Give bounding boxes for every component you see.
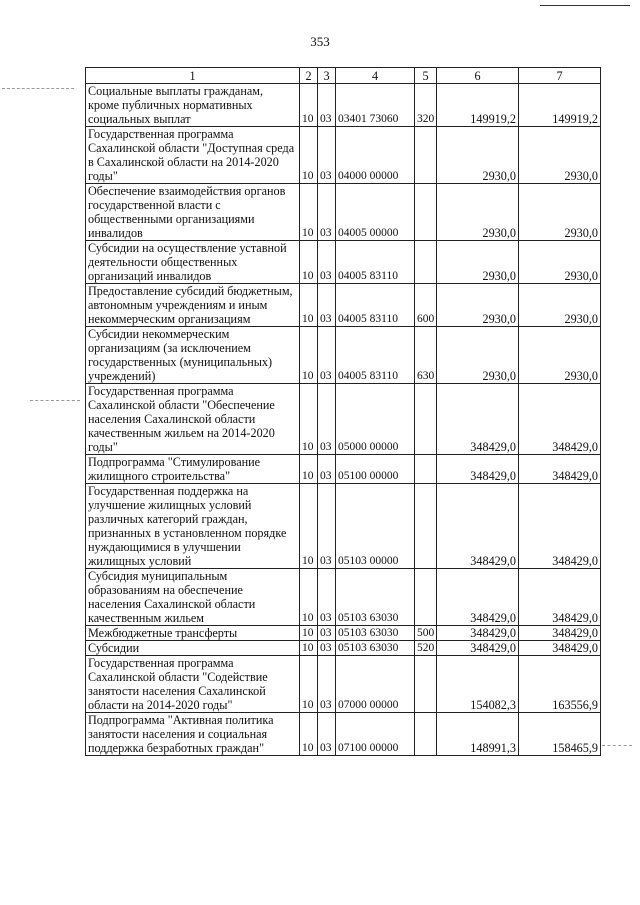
cell-vr xyxy=(415,484,437,569)
cell-csr: 04005 83110 xyxy=(336,327,415,384)
cell-sum7: 2930,0 xyxy=(519,327,601,384)
cell-rz: 10 xyxy=(300,641,318,656)
cell-sum7: 348429,0 xyxy=(519,455,601,484)
cell-sum7: 2930,0 xyxy=(519,241,601,284)
cell-sum6: 348429,0 xyxy=(437,626,519,641)
col-header-5: 5 xyxy=(415,68,437,84)
cell-pr: 03 xyxy=(318,384,336,455)
cell-name: Межбюджетные трансферты xyxy=(86,626,300,641)
table-row xyxy=(86,484,601,569)
scan-artifact xyxy=(30,400,80,401)
table-row xyxy=(86,127,601,184)
cell-sum7: 2930,0 xyxy=(519,127,601,184)
scan-artifact xyxy=(2,88,74,89)
table-row xyxy=(86,713,601,756)
cell-csr: 05103 00000 xyxy=(336,484,415,569)
cell-sum7: 163556,9 xyxy=(519,656,601,713)
cell-rz: 10 xyxy=(300,569,318,626)
cell-sum7: 149919,2 xyxy=(519,84,601,127)
cell-sum6: 2930,0 xyxy=(437,127,519,184)
table-row xyxy=(86,656,601,713)
cell-vr xyxy=(415,384,437,455)
cell-name: Субсидии xyxy=(86,641,300,656)
table-row xyxy=(86,284,601,327)
table-row xyxy=(86,184,601,241)
table-row xyxy=(86,455,601,484)
table-row xyxy=(86,327,601,384)
cell-name: Предоставление субсидий бюджетным, автономным учреждениям и иным некоммерческим организациям xyxy=(86,284,300,327)
cell-rz: 10 xyxy=(300,241,318,284)
budget-table xyxy=(85,67,601,756)
cell-sum6: 154082,3 xyxy=(437,656,519,713)
cell-sum6: 2930,0 xyxy=(437,241,519,284)
table-row xyxy=(86,569,601,626)
cell-pr: 03 xyxy=(318,713,336,756)
table-row xyxy=(86,384,601,455)
col-header-4: 4 xyxy=(336,68,415,84)
cell-name: Субсидия муниципальным образованиям на обеспечение населения Сахалинской области качественным жильем xyxy=(86,569,300,626)
cell-vr xyxy=(415,656,437,713)
cell-sum7: 348429,0 xyxy=(519,484,601,569)
cell-csr: 07000 00000 xyxy=(336,656,415,713)
col-header-6: 6 xyxy=(437,68,519,84)
cell-pr: 03 xyxy=(318,184,336,241)
cell-sum6: 348429,0 xyxy=(437,455,519,484)
cell-sum6: 148991,3 xyxy=(437,713,519,756)
cell-vr xyxy=(415,569,437,626)
table-row xyxy=(86,241,601,284)
cell-rz: 10 xyxy=(300,384,318,455)
table-row xyxy=(86,84,601,127)
cell-rz: 10 xyxy=(300,656,318,713)
cell-pr: 03 xyxy=(318,656,336,713)
cell-sum6: 348429,0 xyxy=(437,384,519,455)
cell-csr: 05103 63030 xyxy=(336,641,415,656)
cell-vr: 520 xyxy=(415,641,437,656)
cell-csr: 04005 83110 xyxy=(336,284,415,327)
cell-sum7: 158465,9 xyxy=(519,713,601,756)
col-header-2: 2 xyxy=(300,68,318,84)
cell-csr: 03401 73060 xyxy=(336,84,415,127)
cell-vr xyxy=(415,184,437,241)
cell-pr: 03 xyxy=(318,455,336,484)
cell-sum7: 348429,0 xyxy=(519,626,601,641)
cell-pr: 03 xyxy=(318,327,336,384)
cell-vr xyxy=(415,713,437,756)
cell-sum7: 348429,0 xyxy=(519,384,601,455)
scan-artifact xyxy=(602,745,632,746)
col-header-7: 7 xyxy=(519,68,601,84)
cell-pr: 03 xyxy=(318,484,336,569)
col-header-1: 1 xyxy=(86,68,300,84)
cell-csr: 05103 63030 xyxy=(336,569,415,626)
cell-vr xyxy=(415,455,437,484)
cell-rz: 10 xyxy=(300,184,318,241)
cell-rz: 10 xyxy=(300,484,318,569)
cell-sum7: 2930,0 xyxy=(519,184,601,241)
cell-sum6: 149919,2 xyxy=(437,84,519,127)
cell-name: Субсидии некоммерческим организациям (за исключением государственных (муниципальных) учреждений) xyxy=(86,327,300,384)
cell-name: Подпрограмма "Активная политика занятости населения и социальная поддержка безработных граждан" xyxy=(86,713,300,756)
cell-rz: 10 xyxy=(300,84,318,127)
cell-csr: 04005 00000 xyxy=(336,184,415,241)
cell-name: Государственная программа Сахалинской области "Доступная среда в Сахалинской области на 2014-2020 годы" xyxy=(86,127,300,184)
cell-vr: 500 xyxy=(415,626,437,641)
cell-rz: 10 xyxy=(300,455,318,484)
cell-pr: 03 xyxy=(318,284,336,327)
page-number: 353 xyxy=(310,34,330,49)
cell-name: Субсидии на осуществление уставной деятельности общественных организаций инвалидов xyxy=(86,241,300,284)
cell-vr xyxy=(415,241,437,284)
cell-csr: 04000 00000 xyxy=(336,127,415,184)
cell-sum6: 2930,0 xyxy=(437,284,519,327)
cell-pr: 03 xyxy=(318,569,336,626)
cell-rz: 10 xyxy=(300,327,318,384)
cell-sum6: 348429,0 xyxy=(437,484,519,569)
cell-name: Социальные выплаты гражданам, кроме публичных нормативных социальных выплат xyxy=(86,84,300,127)
cell-csr: 05103 63030 xyxy=(336,626,415,641)
cell-csr: 04005 83110 xyxy=(336,241,415,284)
cell-pr: 03 xyxy=(318,84,336,127)
cell-sum7: 348429,0 xyxy=(519,641,601,656)
cell-sum7: 348429,0 xyxy=(519,569,601,626)
cell-vr: 600 xyxy=(415,284,437,327)
cell-pr: 03 xyxy=(318,127,336,184)
cell-csr: 05100 00000 xyxy=(336,455,415,484)
cell-pr: 03 xyxy=(318,626,336,641)
cell-sum6: 348429,0 xyxy=(437,569,519,626)
col-header-3: 3 xyxy=(318,68,336,84)
cell-vr xyxy=(415,127,437,184)
cell-vr: 630 xyxy=(415,327,437,384)
cell-pr: 03 xyxy=(318,241,336,284)
cell-pr: 03 xyxy=(318,641,336,656)
cell-csr: 07100 00000 xyxy=(336,713,415,756)
cell-name: Государственная программа Сахалинской области "Обеспечение населения Сахалинской области качественным жильем на 2014-2020 годы" xyxy=(86,384,300,455)
cell-sum6: 2930,0 xyxy=(437,184,519,241)
cell-rz: 10 xyxy=(300,626,318,641)
cell-sum6: 348429,0 xyxy=(437,641,519,656)
cell-rz: 10 xyxy=(300,713,318,756)
cell-name: Государственная программа Сахалинской области "Содействие занятости населения Сахалинской области на 2014-2020 годы" xyxy=(86,656,300,713)
cell-name: Государственная поддержка на улучшение жилищных условий различных категорий граждан, признанных в установленном порядке нуждающимися в улучшении жилищных условий xyxy=(86,484,300,569)
cell-vr: 320 xyxy=(415,84,437,127)
table-row xyxy=(86,641,601,656)
cell-csr: 05000 00000 xyxy=(336,384,415,455)
cell-name: Подпрограмма "Стимулирование жилищного строительства" xyxy=(86,455,300,484)
cell-rz: 10 xyxy=(300,284,318,327)
cell-sum6: 2930,0 xyxy=(437,327,519,384)
cell-name: Обеспечение взаимодействия органов государственной власти с общественными организациями инвалидов xyxy=(86,184,300,241)
cell-sum7: 2930,0 xyxy=(519,284,601,327)
cell-rz: 10 xyxy=(300,127,318,184)
table-row xyxy=(86,626,601,641)
top-rule xyxy=(540,5,630,6)
header-row xyxy=(86,68,601,84)
